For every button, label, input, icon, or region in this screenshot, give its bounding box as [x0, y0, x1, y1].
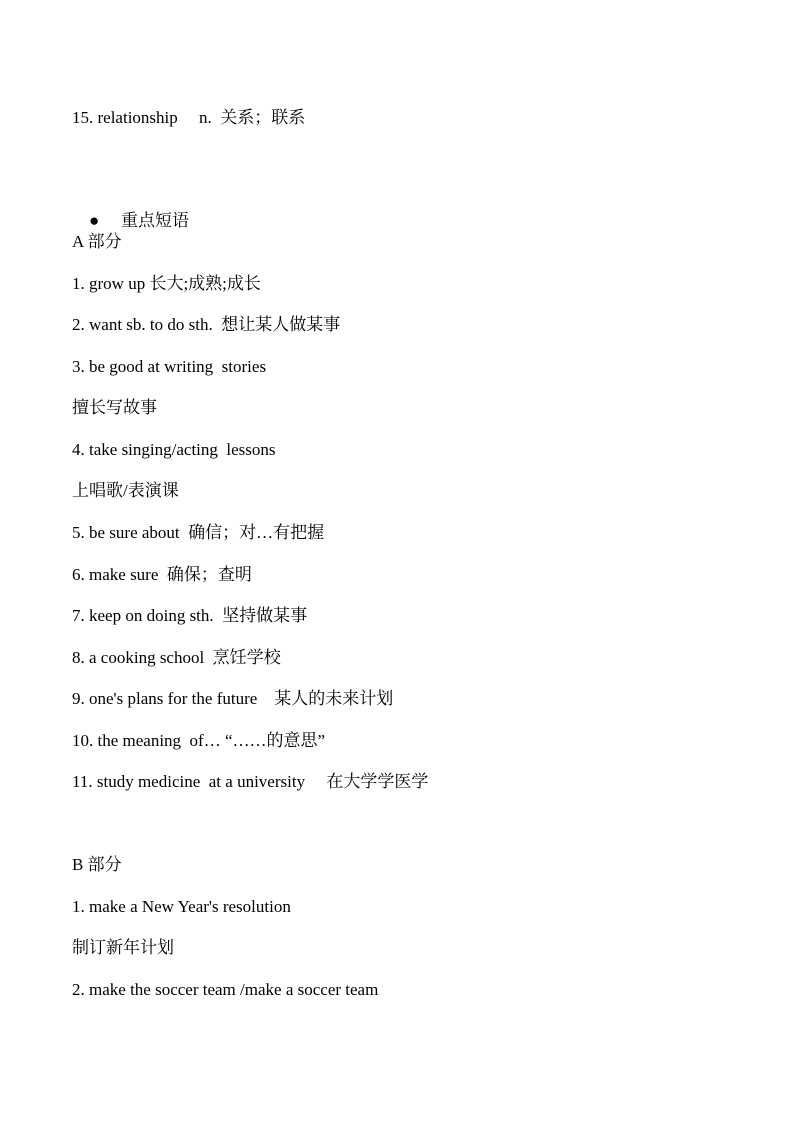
bullet-icon: ●	[89, 211, 100, 230]
phrase-a10: 10. the meaning of… “……的意思”	[72, 731, 326, 750]
phrase-a3: 3. be good at writing stories	[72, 357, 267, 376]
phrase-a7: 7. keep on doing sth. 坚持做某事	[72, 606, 308, 625]
phrase-a5: 5. be sure about 确信；对…有把握	[72, 523, 325, 542]
part-b-heading: B 部分	[72, 855, 122, 874]
phrase-a1: 1. grow up 长大;成熟;成长	[72, 274, 261, 293]
phrase-a9: 9. one's plans for the future 某人的未来计划	[72, 689, 394, 708]
phrase-a4-meaning: 上唱歌/表演课	[72, 481, 179, 500]
phrase-a8: 8. a cooking school 烹饪学校	[72, 648, 281, 667]
vocab-item-15: 15. relationship n. 关系；联系	[72, 108, 306, 127]
phrase-a11: 11. study medicine at a university 在大学学医学	[72, 772, 429, 791]
phrase-a4: 4. take singing/acting lessons	[72, 440, 276, 459]
phrase-b1-meaning: 制订新年计划	[72, 938, 174, 957]
phrase-a3-meaning: 擅长写故事	[72, 398, 157, 417]
phrase-a6: 6. make sure 确保；查明	[72, 565, 252, 584]
part-a-heading: A 部分	[72, 232, 122, 251]
phrase-b2: 2. make the soccer team /make a soccer team	[72, 980, 379, 999]
phrase-b1: 1. make a New Year's resolution	[72, 897, 291, 916]
section-title: 重点短语	[121, 211, 189, 230]
phrase-a2: 2. want sb. to do sth. 想让某人做某事	[72, 315, 341, 334]
